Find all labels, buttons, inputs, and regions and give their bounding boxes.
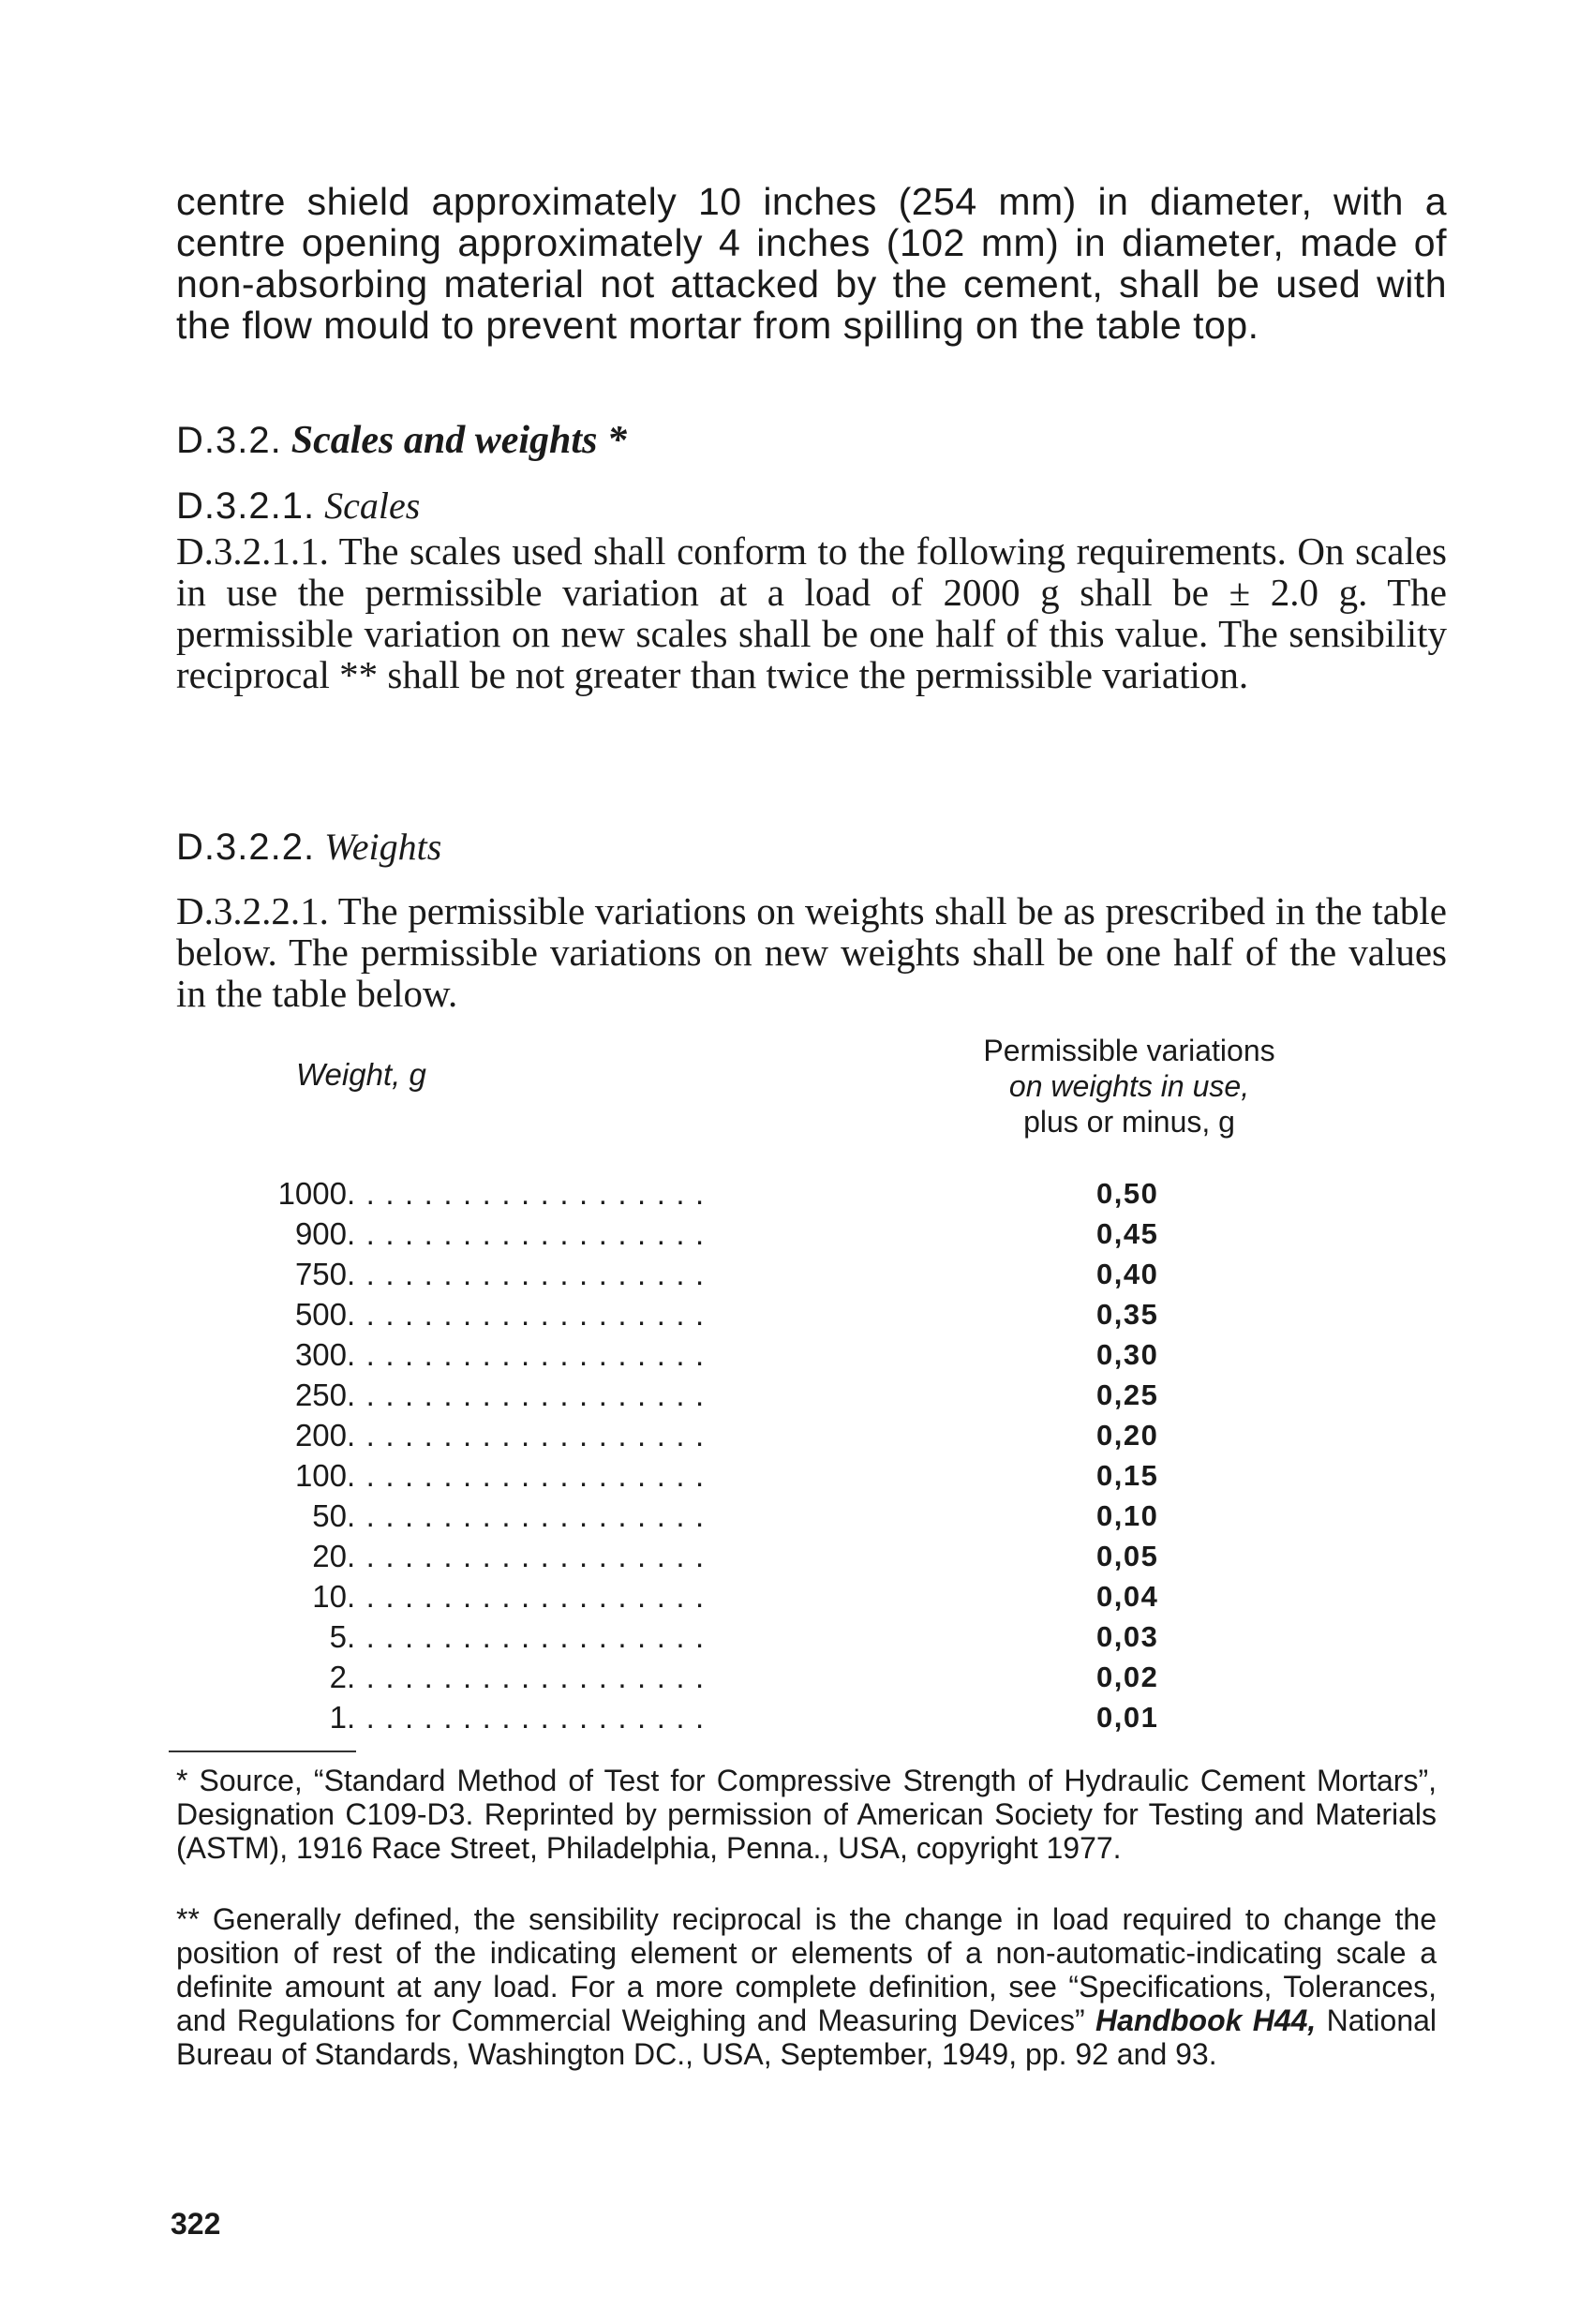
table-row xyxy=(253,1214,1190,1254)
weight-value: 200 xyxy=(294,1418,347,1452)
footnote-sensibility xyxy=(176,1902,1437,2071)
dot-leader: ................... xyxy=(347,1498,715,1533)
page-number: 322 xyxy=(171,2207,221,2241)
weight-value: 50 xyxy=(312,1498,347,1533)
weight-value: 10 xyxy=(312,1579,347,1614)
variation-value: 0,45 xyxy=(1096,1217,1159,1250)
intro-paragraph: centre shield approximately 10 inches (254 mm) in diameter, with a centre opening approximately 4 inches (102 mm) in diameter, made of non-absorbing material not attacked by the cement, shall be used with the flow mould to prevent mortar from spilling on the table top. xyxy=(176,180,1447,347)
weights-table xyxy=(253,1173,1190,1737)
table-row xyxy=(253,1415,1190,1455)
dot-leader: ................... xyxy=(347,1176,715,1211)
weight-value: 750 xyxy=(294,1257,347,1291)
variation-value: 0,04 xyxy=(1096,1580,1159,1613)
table-row xyxy=(253,1657,1190,1697)
section-number: D.3.2.1. xyxy=(176,485,316,527)
variation-value: 0,40 xyxy=(1096,1258,1159,1290)
table-header-variations xyxy=(923,1033,1335,1140)
weight-value: 500 xyxy=(294,1297,347,1332)
table-header-line-3: plus or minus, g xyxy=(1023,1105,1235,1139)
section-number: D.3.2.2. xyxy=(176,827,316,868)
table-header-line-1: Permissible variations xyxy=(983,1034,1275,1067)
section-title: Scales xyxy=(324,484,421,527)
footnote-source: * Source, “Standard Method of Test for Compressive Strength of Hydraulic Cement Mortars”, Designation C109-D3. Reprinted by permission of American Society for Testing and Materials (ASTM), 1916 Race Street, Philadelphia, Penna., USA, copyright 1977. xyxy=(176,1764,1437,1865)
footnote-handbook: Handbook H44, xyxy=(1095,2004,1317,2037)
dot-leader: ................... xyxy=(347,1418,715,1452)
dot-leader: ................... xyxy=(347,1378,715,1412)
weight-value: 250 xyxy=(294,1378,347,1412)
table-row xyxy=(253,1173,1190,1214)
variation-value: 0,02 xyxy=(1096,1661,1159,1693)
footnote-divider xyxy=(169,1750,356,1752)
section-title: Weights xyxy=(324,826,442,868)
section-heading-weights xyxy=(176,827,441,868)
table-row xyxy=(253,1254,1190,1294)
weight-value: 2 xyxy=(329,1660,347,1694)
variation-value: 0,30 xyxy=(1096,1338,1159,1371)
section-title: Scales and weights * xyxy=(290,419,627,462)
table-row xyxy=(253,1375,1190,1415)
table-row xyxy=(253,1536,1190,1576)
weight-value: 1000 xyxy=(277,1176,347,1211)
scales-paragraph: D.3.2.1.1. The scales used shall conform to the following requirements. On scales in use the permissible variation at a load of 2000 g shall be ± 2.0 g. The permissible variation on new scales shall be one half of this value. The sensibility reciprocal ** shall be not greater than twice the permissible variation. xyxy=(176,529,1447,696)
variation-value: 0,01 xyxy=(1096,1701,1159,1734)
variation-value: 0,25 xyxy=(1096,1378,1159,1411)
variation-value: 0,20 xyxy=(1096,1419,1159,1452)
weight-value: 900 xyxy=(294,1216,347,1251)
weight-value: 100 xyxy=(294,1458,347,1493)
variation-value: 0,10 xyxy=(1096,1499,1159,1532)
weight-value: 20 xyxy=(312,1539,347,1573)
dot-leader: ................... xyxy=(347,1297,715,1332)
dot-leader: ................... xyxy=(347,1257,715,1291)
dot-leader: ................... xyxy=(347,1458,715,1493)
footnote-text: ** Generally defined, the sensibility reciprocal is the change in load required to change the position of rest of the indicating element or elements of a non-automatic-indicating scale a definite amount at any load. For a more complete definition, see “Specifications, Tolerances, and Regulations for Commercial Weighing and Measuring Devices” xyxy=(176,1902,1437,2037)
table-row xyxy=(253,1455,1190,1496)
section-heading-scales-and-weights xyxy=(176,420,627,461)
dot-leader: ................... xyxy=(347,1700,715,1735)
dot-leader: ................... xyxy=(347,1619,715,1654)
dot-leader: ................... xyxy=(347,1337,715,1372)
weight-value: 1 xyxy=(329,1700,347,1735)
table-row xyxy=(253,1576,1190,1616)
dot-leader: ................... xyxy=(347,1539,715,1573)
weight-value: 5 xyxy=(329,1619,347,1654)
table-row xyxy=(253,1616,1190,1657)
table-row xyxy=(253,1496,1190,1536)
variation-value: 0,15 xyxy=(1096,1459,1159,1492)
table-row xyxy=(253,1294,1190,1334)
weights-paragraph: D.3.2.2.1. The permissible variations on weights shall be as prescribed in the table below. The permissible variations on new weights shall be one half of the values in the table below. xyxy=(176,889,1447,1015)
variation-value: 0,03 xyxy=(1096,1620,1159,1653)
table-header-line-2: on weights in use, xyxy=(1008,1069,1250,1103)
section-number: D.3.2. xyxy=(176,420,282,461)
dot-leader: ................... xyxy=(347,1216,715,1251)
weight-value: 300 xyxy=(294,1337,347,1372)
dot-leader: ................... xyxy=(347,1579,715,1614)
table-header-weight: Weight, g xyxy=(296,1057,426,1092)
variation-value: 0,50 xyxy=(1096,1177,1159,1210)
footnote-text-end: National Bureau of Standards, Washington DC., USA, September, 1949, pp. 92 and 93. xyxy=(176,2004,1438,2071)
dot-leader: ................... xyxy=(347,1660,715,1694)
variation-value: 0,35 xyxy=(1096,1298,1159,1331)
table-row xyxy=(253,1697,1190,1737)
variation-value: 0,05 xyxy=(1096,1540,1159,1572)
table-row xyxy=(253,1334,1190,1375)
section-heading-scales xyxy=(176,485,420,527)
